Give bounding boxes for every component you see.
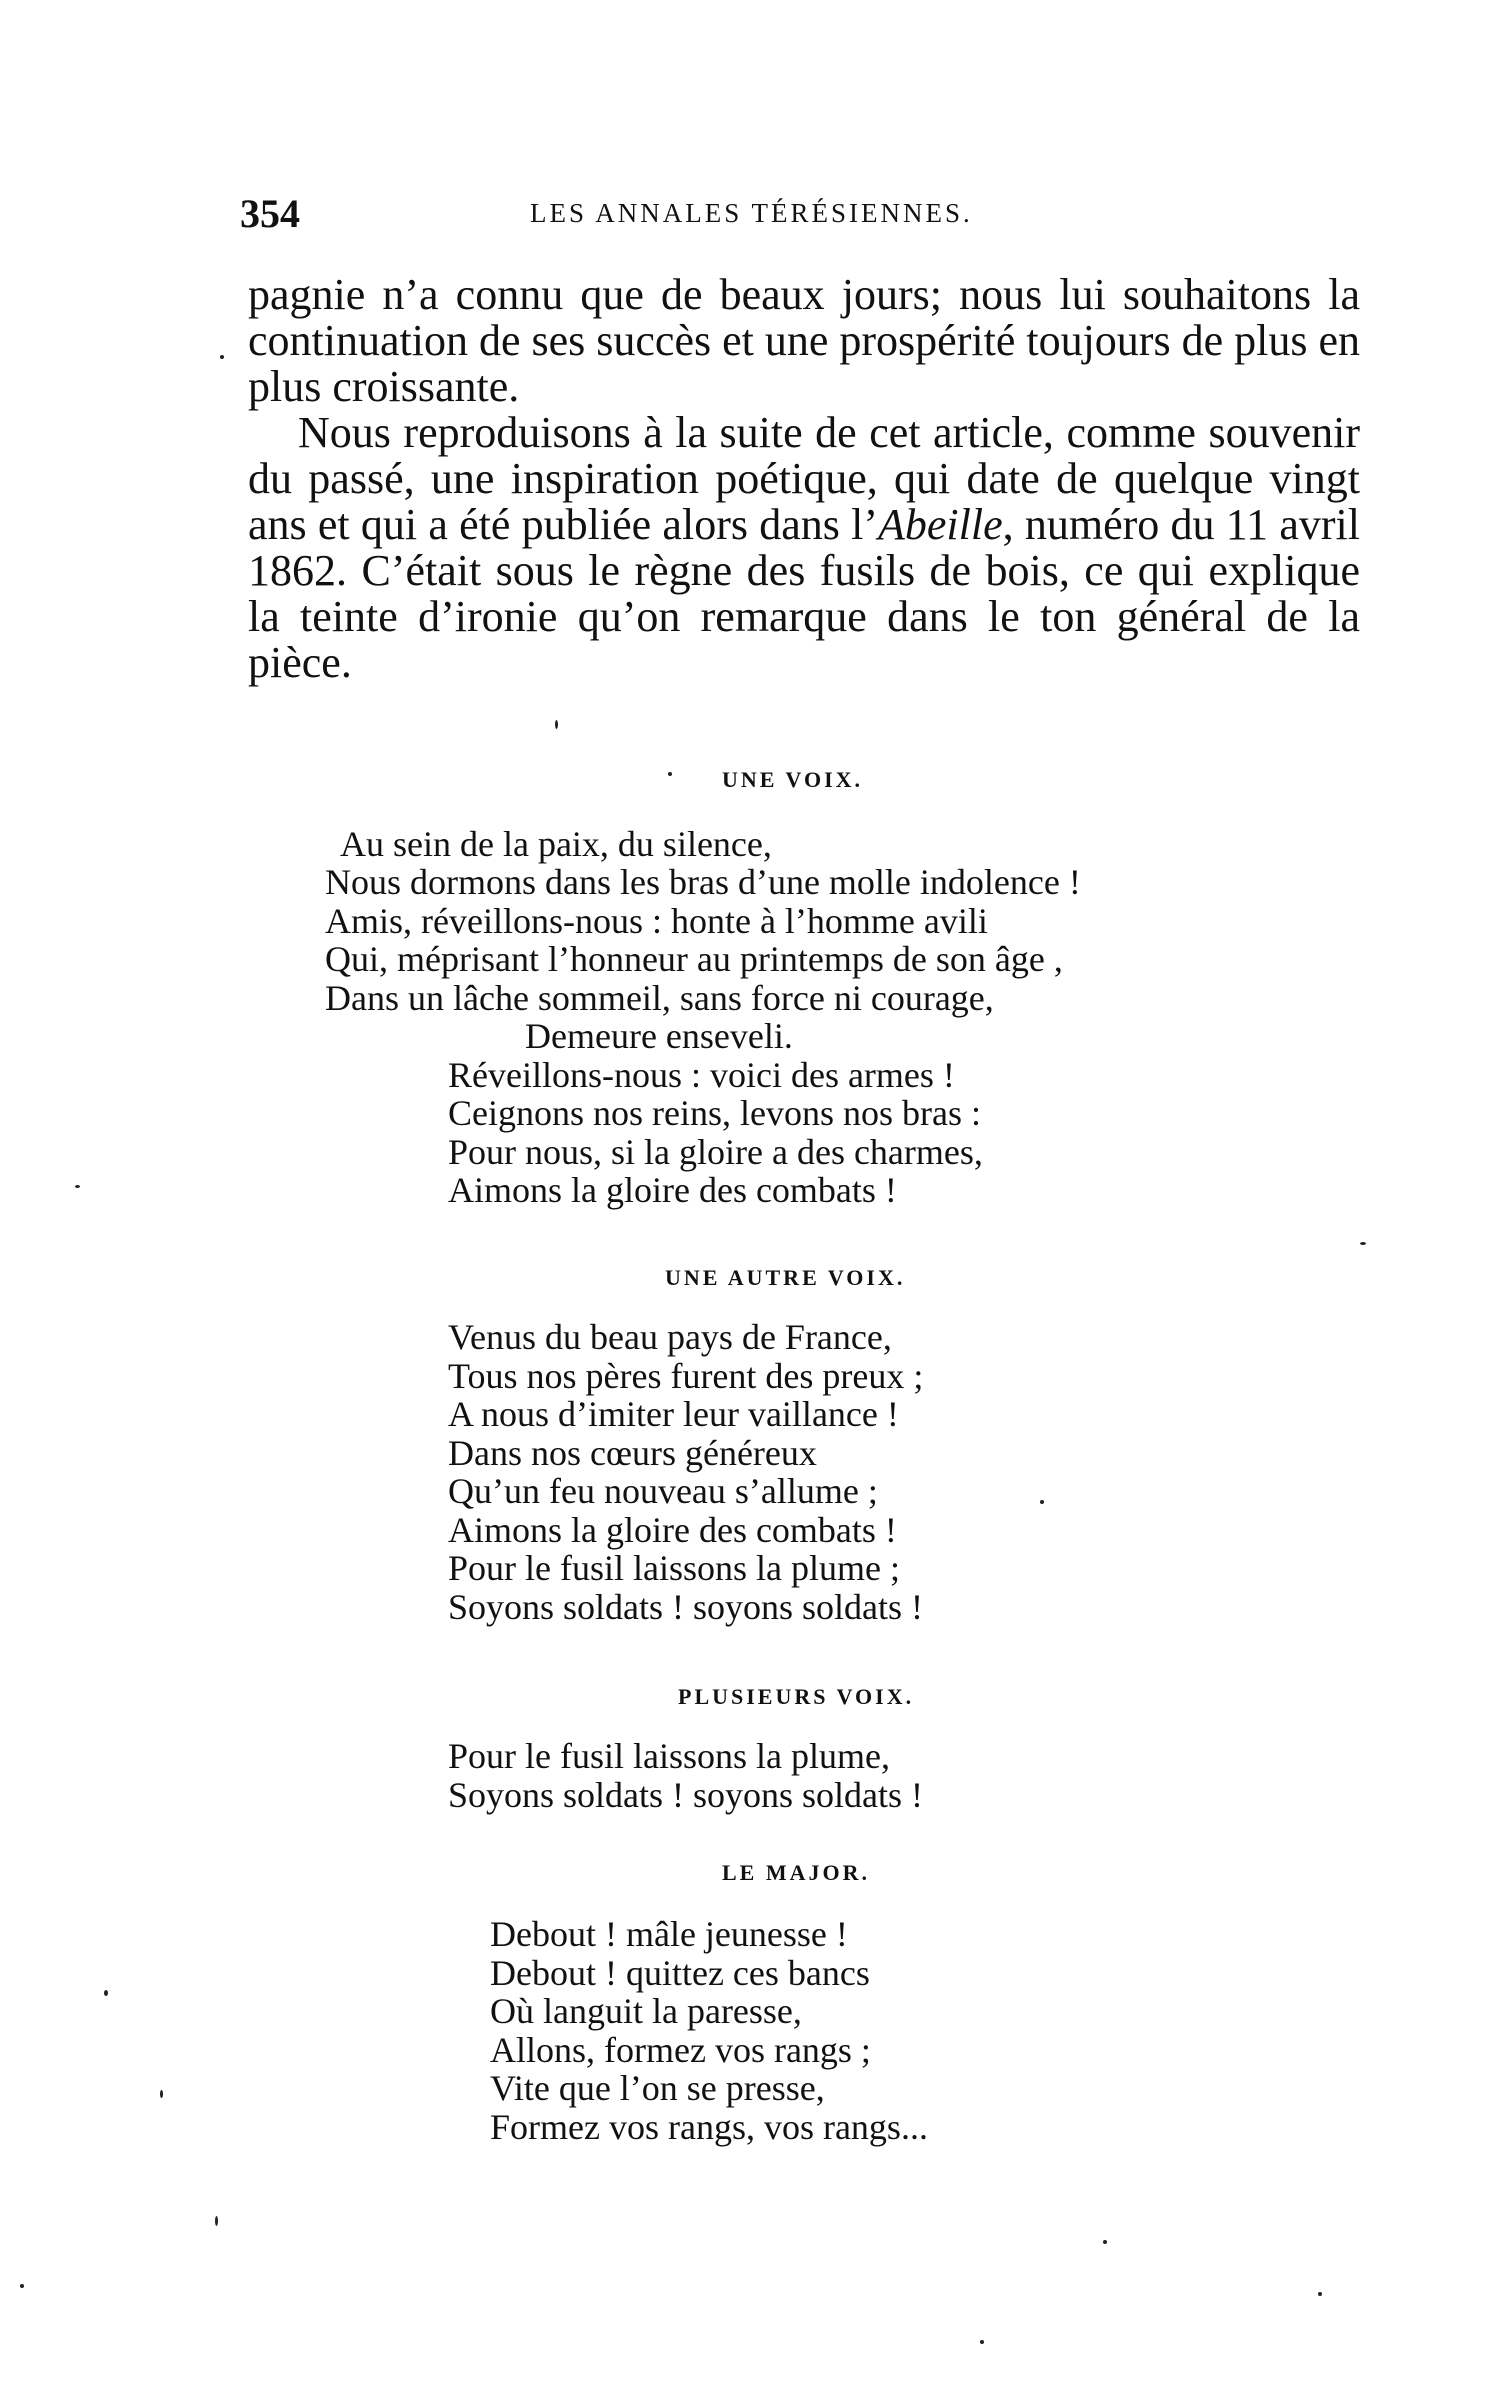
verse-line: Soyons soldats ! soyons soldats ! xyxy=(448,1587,924,1627)
scan-speck xyxy=(1360,1242,1366,1245)
verse-line: A nous d’imiter leur vaillance ! xyxy=(448,1394,899,1434)
paragraph-2-text-start: Nous reproduisons à la suite de cet article, comme souvenir du passé, une inspiration poétique, qui date de quelque vingt ans et qui a été publiée alors dans l’ xyxy=(248,408,1360,549)
verse-line: Au sein de la paix, du silence, xyxy=(340,824,772,864)
journal-title-abeille: Abeille xyxy=(878,500,1003,549)
page-number: 354 xyxy=(240,191,300,236)
verse-line: Dans un lâche sommeil, sans force ni courage, xyxy=(325,978,994,1018)
scan-speck xyxy=(668,772,672,776)
speaker-heading: UNE VOIX. xyxy=(722,767,864,792)
verse-line: Vite que l’on se presse, xyxy=(490,2068,825,2108)
verse-line: Qui, méprisant l’honneur au printemps de son âge , xyxy=(325,939,1063,979)
scan-speck xyxy=(220,355,224,359)
scan-speck xyxy=(1103,2240,1107,2244)
scan-speck xyxy=(215,2216,218,2226)
verse-line: Pour nous, si la gloire a des charmes, xyxy=(448,1132,983,1172)
paragraph-1: pagnie n’a connu que de beaux jours; nous lui souhaitons la continuation de ses succès et une prospérité toujours de plus en plus croissante. xyxy=(248,270,1360,411)
scan-speck xyxy=(160,2090,163,2098)
verse-line: Où languit la paresse, xyxy=(490,1991,802,2031)
verse-line: Venus du beau pays de France, xyxy=(448,1317,892,1357)
verse-line: Amis, réveillons-nous : honte à l’homme avili xyxy=(325,901,988,941)
speaker-heading: LE MAJOR. xyxy=(722,1860,870,1885)
running-title: LES ANNALES TÉRÉSIENNES. xyxy=(530,198,973,228)
verse-line: Debout ! mâle jeunesse ! xyxy=(490,1914,848,1954)
verse-line: Allons, formez vos rangs ; xyxy=(490,2030,871,2070)
verse-line: Ceignons nos reins, levons nos bras : xyxy=(448,1093,981,1133)
paragraph-2 xyxy=(248,410,1360,686)
verse-line: Aimons la gloire des combats ! xyxy=(448,1510,897,1550)
verse-line: Debout ! quittez ces bancs xyxy=(490,1953,870,1993)
speaker-heading: PLUSIEURS VOIX. xyxy=(678,1684,915,1709)
scan-speck xyxy=(75,1185,80,1188)
verse-line: Réveillons-nous : voici des armes ! xyxy=(448,1055,955,1095)
scan-speck xyxy=(1040,1500,1044,1504)
verse-line: Demeure enseveli. xyxy=(525,1016,793,1056)
verse-line: Qu’un feu nouveau s’allume ; xyxy=(448,1471,878,1511)
scan-speck xyxy=(20,2284,24,2288)
scan-speck xyxy=(104,1990,108,1996)
prose-block xyxy=(248,272,1360,686)
verse-line: Soyons soldats ! soyons soldats ! xyxy=(448,1775,924,1815)
verse-line: Formez vos rangs, vos rangs... xyxy=(490,2107,928,2147)
verse-line: Pour le fusil laissons la plume, xyxy=(448,1736,890,1776)
scan-speck xyxy=(980,2340,984,2344)
scan-speck xyxy=(555,720,558,729)
running-header xyxy=(240,190,1100,240)
verse-line: Nous dormons dans les bras d’une molle indolence ! xyxy=(325,862,1081,902)
paragraph-2-text-end: , numéro du 11 avril 1862. C’était sous le règne des fusils de bois, ce qui explique la teinte d’ironie qu’on remarque dans le ton général de la pièce. xyxy=(248,500,1361,687)
scan-speck xyxy=(1318,2292,1322,2296)
verse-line: Dans nos cœurs généreux xyxy=(448,1433,817,1473)
speaker-heading: UNE AUTRE VOIX. xyxy=(665,1265,906,1290)
verse-line: Pour le fusil laissons la plume ; xyxy=(448,1548,900,1588)
verse-line: Tous nos pères furent des preux ; xyxy=(448,1356,924,1396)
verse-line: Aimons la gloire des combats ! xyxy=(448,1170,897,1210)
